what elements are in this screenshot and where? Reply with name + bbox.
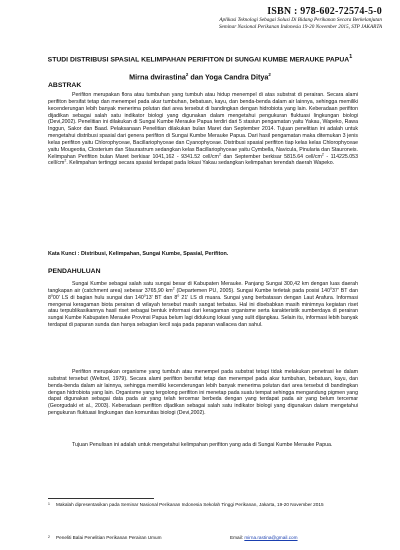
intro-heading: PENDAHULUAN [48, 268, 101, 275]
intro-text: Sungai Kumbe sebagai salah satu sungai besar di Kabupaten Merauke. Panjang Sungai 300,42 km dengan luas daerah tangkapan air (catchment area) sebesar 3765,90 km [48, 281, 358, 294]
footnote-2-text: Peneliti Balai Penelitian Perikanan Perairan Umum [56, 535, 162, 540]
intro-text: 37' BT dan 8 [48, 287, 359, 301]
footnote-1-mark: 1 [48, 502, 50, 506]
abstract-text: . Kelimpahan tertinggi secara spasial terdapat pada lokasi Yakau sedangkan kelimpahan terendah daerah Wapeko. [66, 160, 335, 167]
abstract-text: - 114225.053 cell/cm [48, 153, 358, 167]
abstract-paragraph [48, 92, 358, 167]
isbn-label: ISBN : 978-602-72574-5-0 [267, 6, 382, 17]
intro-text: (Departemen PU, 2005). Sungai Kumbe terletak pada posisi 140 [174, 287, 330, 294]
degree-sup: o [177, 292, 180, 297]
authors [30, 72, 370, 81]
author-2: dan Yoga Candra Ditya [188, 72, 269, 82]
author-1: Mirna dwirastina [129, 72, 186, 82]
footnote-divider [48, 498, 154, 499]
intro-text: 13' BT dan 8 [145, 294, 178, 301]
footnote-1 [48, 502, 358, 508]
unit-sup: 2 [172, 286, 175, 291]
email-label: Email: [230, 535, 244, 540]
keywords: Kata Kunci : Distribusi, Kelimpahan, Sungai Kumbe, Spasial, Perifiton. [48, 251, 229, 257]
page-header [219, 6, 382, 31]
footnote-2 [48, 535, 236, 541]
email-block [230, 535, 298, 540]
author-2-affil: 2 [268, 72, 271, 77]
degree-sup: o [330, 286, 332, 291]
unit-sup: 2 [218, 151, 221, 156]
unit-sup: 2 [321, 151, 324, 156]
abstract-text: dan September berkisar 5815.64 cell/cm [220, 153, 322, 160]
email-link[interactable]: mirna.rastina@gmail.com [244, 535, 298, 540]
footnote-1-text: Makalah dipresentasikan pada Seminar Nasional Perikanan Indonesia Sekolah Tinggi Perikanan, Jakarta, 19-20 November 2015 [56, 502, 324, 507]
title-footnote-mark: 1 [349, 54, 353, 60]
abstract-heading: ABSTRAK [48, 82, 82, 89]
author-1-affil: 2 [185, 72, 189, 77]
paper-title-text: STUDI DISTRIBUSI SPASIAL KELIMPAHAN PERIFITON DI SUNGAI KUMBE MERAUKE PAPUA [47, 56, 350, 64]
paper-title [30, 53, 370, 65]
intro-text: 21' LS di muara. Sungai yang berbatasan dengan Laut Arafura. Informasi mengenai keragaman biota perairan di wilayah tersebut masih sangat terbatas. Hal ini disebabkan masih minimnya kegiatan riset atau terpublikasikannya hasil riset sebagai bentuk informasi dari keragaman organisme serta karakteristik sumberdaya di perairan sungai Kumbe Kabupaten Merauke Provinsi Papua belum lagi didukung lokasi yang sulit dijangkau. Selain itu, informasi lebih banyak terdapat di paparan sunda dan hanya sebagian kecil saja pada paparan wallacea dan sahul. [48, 294, 359, 329]
intro-paragraph-2: Perifiton merupakan organisme yang tumbuh atau menempel pada substrat tetapi tidak melakukan penetrasi ke dalam substrat tersebut (Weltzel, 1979). Secara alami perifiton bersifat tetap dan menempel pada akar tumbuhan, bebatuan, kayu, dan benda-benda dalam air lainnya, sehingga memiliki kecenderungan lebih banyak menerima polutan dari area tersebut di bandingkan dengan hidrobiota yang lain. Organisme yang tergolong perifiton ini menetap pada suatu tempat sehingga mengandung pigmen yang dapat digunakan sebagai data pada air yang telah tercemar berbeda dengan yang terdapat pada air yang belum tercemar (Georgudaki et al., 2003). Keberadaan perifiton dijadikan sebagai salah satu indikator biologi yang digunakan dalam mengetahui pengukuran fluktuasi lingkungan dan komunitas biologi (Devi,2002). [48, 369, 358, 417]
degree-sup: o [50, 292, 53, 297]
conference-name: Seminar Nasional Perikanan Indonesia 19-20 November 2015, STP JAKARTA [218, 24, 382, 30]
intro-paragraph-1 [48, 281, 358, 329]
degree-sup: o [143, 292, 146, 297]
unit-sup: 2 [64, 158, 67, 163]
conference-theme: Aplikasi Teknologi Sebagai Solusi Di Bidang Perikanan Secara Berkelanjutan [219, 17, 382, 23]
intro-paragraph-3: Tujuan Penulisan ini adalah untuk mengetahui kelimpahan perifiton yang ada di Sungai Kumbe Merauke Papua. [72, 442, 333, 448]
intro-text: 00' LS di bagian hulu sungai dan 140 [52, 294, 144, 301]
abstract-text: Perifiton merupakan flora atau tumbuhan yang tumbuh atau hidup menempel di atas substrat di perairan. Secara alami perifiton bersifat tetap dan menempel pada akar tumbuhan, bebatuan, kayu, dan benda-benda dalam air lainnya, sehingga memiliki kecenderungan lebih banyak menerima polutan dari area tersebut di bandingkan dengan hidrobiota yang lain. Keberadaan perifiton dijadikan sebagai salah satu indikator biologi yang digunakan dalam mengetahui pengukuran fluktuasi lingkungan biologi (Devi,2002). Penelitian ini dilakukan di Sungai Kumbe Merauke Papua terdiri dari 5 stasiun pengamatan yaitu Yakau, Wapeko, Rawa Inggun, Sakor dan Baad. Pelaksanaan Penelitian dilakukan bulan Maret dan September 2014. Tujuan penelitian ini adalah untuk mengetahui distribusi spasial dari genera perifiton di Sungai Kumbe Merauke Papua. Dari hasil pengamatan maka ditemukan 3 jenis kelas perifiton yaitu Chlorophyceae, Bacillariophyceae dan Cyanophyceae. Distribusi spasial perifiton tiap kelas kelas Chlorophyceae yaitu Mougeotia, Closterium dan Staurastrum sedangkan kelas Bacillariophyceae yaitu Cymbella, Navicula, Pinularia dan Stauroneis. Kelimpahan Perifiton bulan Maret berkisar 1041,162 - 9341.52 cell/cm [48, 92, 358, 160]
footnote-2-mark: 2 [48, 535, 50, 539]
